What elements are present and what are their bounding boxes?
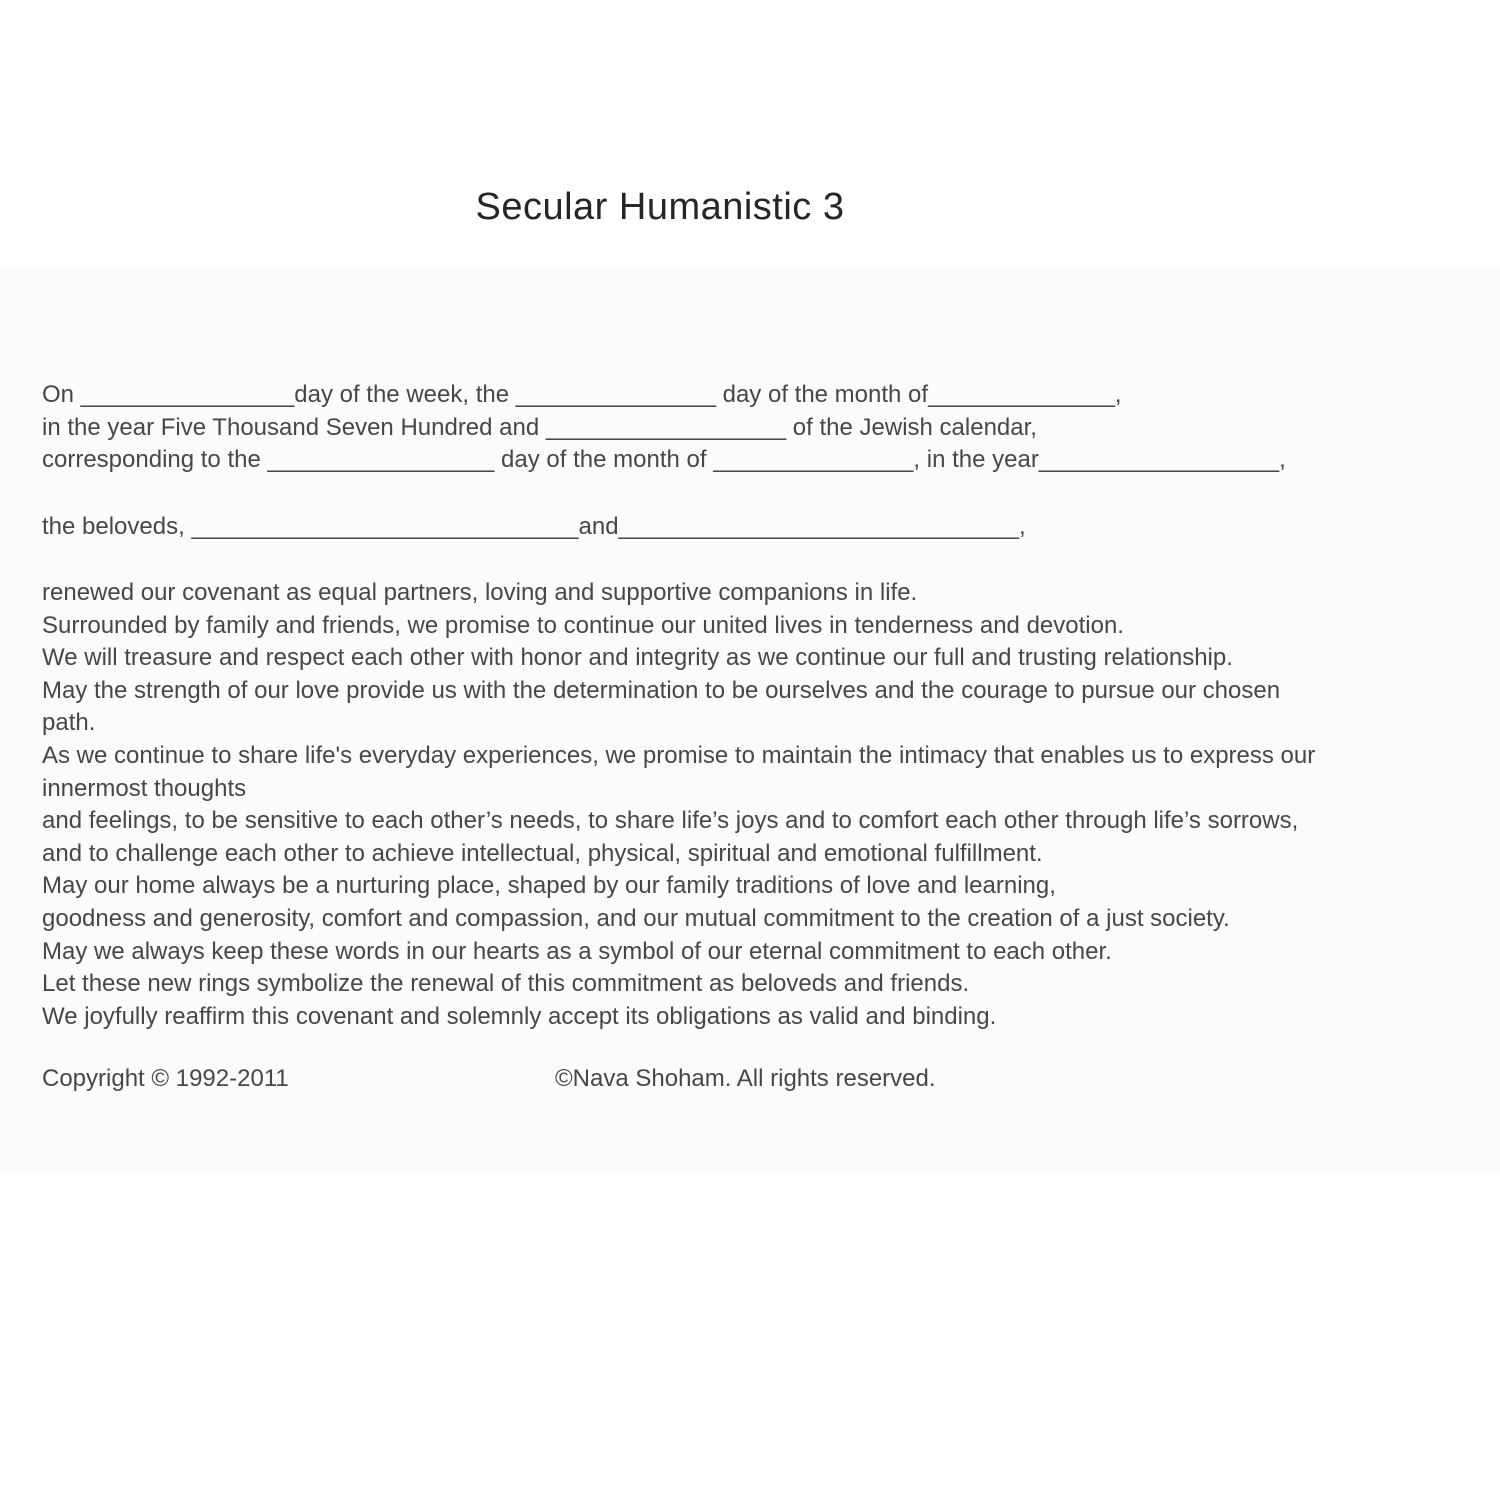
copyright-row [42, 1063, 1458, 1103]
beloveds-section [42, 511, 1026, 544]
vows-line: May we always keep these words in our hearts as a symbol of our eternal commitment to each other. [42, 937, 1112, 965]
vows-paragraph [42, 577, 1315, 1033]
vows-line: and feelings, to be sensitive to each other’s needs, to share life’s joys and to comfort each other through life’s sorrows, [42, 807, 1299, 835]
date-line-civil: corresponding to the _________________ day of the month of _______________, in the year__________________, [42, 446, 1286, 474]
vows-line: path. [42, 709, 96, 737]
vows-line: As we continue to share life's everyday experiences, we promise to maintain the intimacy that enables us to express our [42, 741, 1316, 769]
copyright-years: Copyright © 1992-2011 [42, 1065, 289, 1092]
vows-line: May our home always be a nurturing place, shaped by our family traditions of love and learning, [42, 872, 1056, 900]
date-line-jewish-year: in the year Five Thousand Seven Hundred and __________________ of the Jewish calendar, [42, 413, 1037, 441]
vows-line: and to challenge each other to achieve intellectual, physical, spiritual and emotional fulfillment. [42, 839, 1043, 867]
vows-line: Let these new rings symbolize the renewal of this commitment as beloveds and friends. [42, 970, 970, 998]
vows-line: May the strength of our love provide us with the determination to be ourselves and the courage to pursue our chosen [42, 676, 1281, 704]
vows-line: innermost thoughts [42, 774, 247, 802]
vows-line: renewed our covenant as equal partners, loving and supportive companions in life. [42, 579, 918, 606]
date-section [42, 379, 1286, 477]
vows-line: Surrounded by family and friends, we promise to continue our united lives in tenderness and devotion. [42, 611, 1124, 639]
vows-line: goodness and generosity, comfort and compassion, and our mutual commitment to the creation of a just society. [42, 904, 1230, 932]
date-line-week: On ________________day of the week, the _______________ day of the month of______________, [42, 381, 1122, 408]
copyright-owner: ©Nava Shoham. All rights reserved. [555, 1065, 936, 1092]
page-title: Secular Humanistic 3 [475, 186, 845, 228]
beloveds-names-line: the beloveds, _____________________________and______________________________, [42, 513, 1026, 540]
vows-line: We will treasure and respect each other with honor and integrity as we continue our full and trusting relationship. [42, 644, 1233, 672]
vows-line: We joyfully reaffirm this covenant and solemnly accept its obligations as valid and binding. [42, 1002, 997, 1030]
